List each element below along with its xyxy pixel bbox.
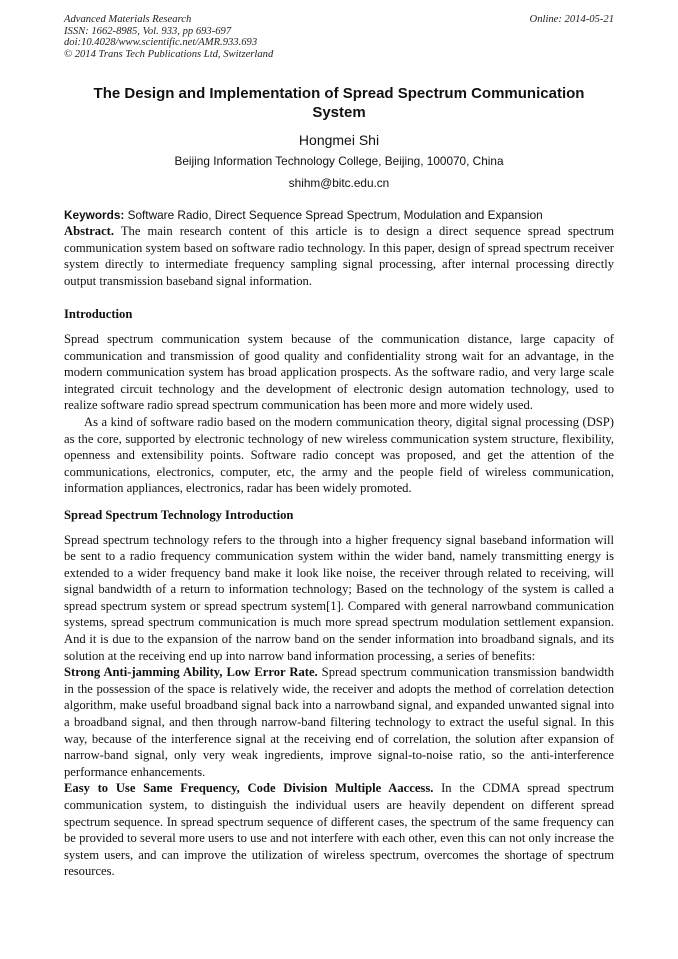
ss-paragraph-2 — [64, 664, 614, 780]
section-title-spread-spectrum: Spread Spectrum Technology Introduction — [64, 507, 294, 522]
abstract-text: The main research content of this article is to design a direct sequence spread spectrum communication system based on software radio technology. In this paper, design of spread spectrum receiver system directly to intermediate frequency sampling signal processing, after internal processing directly output transmission baseband signal information. — [64, 224, 614, 288]
ss-paragraph-3-lead: Easy to Use Same Frequency, Code Division Multiple Aaccess. — [64, 781, 434, 796]
journal-doi: doi:10.4028/www.scientific.net/AMR.933.693 — [64, 37, 258, 48]
author-email: shihm@bitc.edu.cn — [288, 176, 390, 190]
journal-name: Advanced Materials Research — [64, 14, 192, 25]
ss-paragraph-2-lead: Strong Anti-jamming Ability, Low Error Rate. — [64, 665, 318, 680]
paper-author: Hongmei Shi — [298, 132, 380, 148]
journal-issn: ISSN: 1662-8985, Vol. 933, pp 693-697 — [64, 25, 232, 37]
online-date: Online: 2014-05-21 — [529, 14, 614, 25]
paper-page — [64, 14, 614, 880]
keywords — [64, 208, 614, 223]
intro-paragraph-1: Spread spectrum communication system because of the communication distance, large capacity of communication and transmission of good quality and confidentiality strong wait for an advantage, in the modern communication system has broad application prospects. As the software radio, and very large scale integrated circuit technology and the development of electronic design automation technology, used to realize software radio spread spectrum communication has been more and more widely used. — [64, 331, 614, 413]
ss-paragraph-3 — [64, 780, 614, 880]
section-title-introduction: Introduction — [64, 307, 133, 322]
keywords-text: Software Radio, Direct Sequence Spread Spectrum, Modulation and Expansion — [127, 208, 543, 222]
ss-paragraph-1: Spread spectrum technology refers to the through into a higher frequency signal baseband information will be sent to a radio frequency communication system within the wider band, namely transmitting energy is extended to a wider frequency band make it look like noise, the receiver through related to receiving, will signal bandwidth of a return to information technology; Based on the technology of the system is called a spread spectrum system or spread spectrum system[1]. Compared with general narrowband communication systems, spread spectrum communication is much more spread spectrum modulation settlement expansion. And it is due to the expansion of the narrow band on the sender information into broadband signals, and its solution at the receiving end up into narrow band information processing, a series of benefits: — [64, 532, 614, 663]
journal-header — [64, 14, 614, 60]
keywords-label: Keywords: — [64, 208, 125, 222]
ss-paragraph-2-text: Spread spectrum communication transmission bandwidth in the possession of the space is relatively wide, the receiver and adopts the method of correlation detection algorithm, make useful broadband signal back into a narrowband signal, and expanded unwanted signal into a broadband signal, and then through narrow-band filtering technology to extract the useful signal. In this way, because of the interference signal at the receiving end of correlation, the solution after expansion of narrow-band signal, only very weak ingredients, improve signal-to-noise ratio, so the anti-interference performance enhancements. — [64, 665, 614, 779]
author-affiliation: Beijing Information Technology College, Beijing, 100070, China — [174, 154, 504, 168]
abstract-label: Abstract. — [64, 224, 115, 238]
intro-paragraph-2: As a kind of software radio based on the modern communication theory, digital signal processing (DSP) as the core, supported by electronic technology of new wireless communication system structure, flexibility, openness and extensibility points. Software radio concept was proposed, and get the attention of the communications, electronics, computer, etc, the army and the people field of wireless communication, information appliances, electronics, radar has been widely promoted. — [64, 414, 614, 496]
paper-title: The Design and Implementation of Spread Spectrum Communication System — [93, 85, 585, 121]
journal-copyright: © 2014 Trans Tech Publications Ltd, Switzerland — [64, 48, 274, 60]
abstract — [64, 223, 614, 289]
ss-paragraph-3-text: In the CDMA spread spectrum communication system, to distinguish the individual users are heavily dependent on different spread spectrum sequence. In spread spectrum sequence of different cases, the spectrum of the same frequency can be provided to several more users to use and not interfere with each other, even this can not only increase the system users, and can improve the utilization of wireless spectrum, overcomes the shortage of spectrum resources. — [64, 781, 614, 879]
